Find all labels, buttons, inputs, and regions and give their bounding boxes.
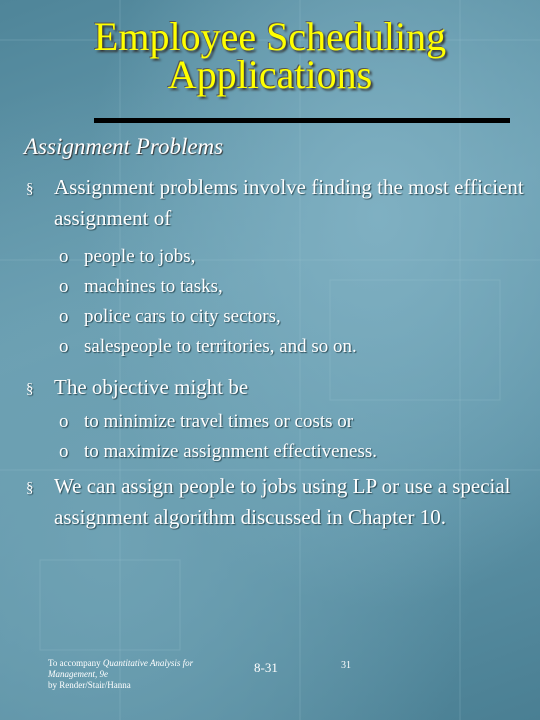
- bullet-text: Assignment problems involve finding the most efficient assignment of: [54, 175, 524, 230]
- sub-bullet: [24, 332, 524, 362]
- slide-title-line-1: Employee Scheduling: [93, 14, 447, 59]
- sub-bullet-marker-icon: o: [59, 441, 69, 462]
- sub-bullet-text: salespeople to territories, and so on.: [84, 336, 357, 357]
- title-divider: [94, 118, 510, 123]
- bullet-marker-icon: §: [26, 181, 34, 197]
- slide-content: [24, 172, 524, 533]
- sub-bullet: [24, 242, 524, 272]
- sub-bullet-text: to maximize assignment effectiveness.: [84, 441, 378, 462]
- footer-book-title: Quantitative Analysis for Management, 9e: [48, 658, 194, 679]
- footer-authors: by Render/Stair/Hanna: [48, 680, 131, 690]
- slide-title: [0, 14, 540, 97]
- footer-accompany: To accompany: [48, 658, 103, 668]
- bullet-marker-icon: §: [26, 381, 34, 397]
- sub-bullet-text: people to jobs,: [84, 246, 196, 267]
- sub-bullet: [24, 437, 524, 467]
- bullet-objective: [24, 372, 524, 403]
- sub-bullet: [24, 272, 524, 302]
- sub-bullet-text: machines to tasks,: [84, 276, 223, 297]
- sub-bullet-marker-icon: o: [59, 336, 69, 357]
- section-subtitle: Assignment Problems: [24, 134, 224, 159]
- slide-title-line-2: Applications: [167, 52, 373, 97]
- sub-bullet-text: to minimize travel times or costs or: [84, 411, 354, 432]
- sub-bullet-marker-icon: o: [59, 246, 69, 267]
- bullet-assignment-problems: [24, 172, 524, 234]
- sub-bullet-marker-icon: o: [59, 306, 69, 327]
- footer-page-label: 8-31: [254, 660, 278, 675]
- footer-citation: [48, 658, 218, 691]
- bullet-text: The objective might be: [54, 375, 249, 399]
- sub-bullet: [24, 302, 524, 332]
- bullet-marker-icon: §: [26, 480, 34, 496]
- sub-bullet: [24, 407, 524, 437]
- sub-bullet-marker-icon: o: [59, 276, 69, 297]
- sub-bullet-marker-icon: o: [59, 411, 69, 432]
- bullet-assign-with-lp: [24, 471, 524, 533]
- footer-slide-number: 31: [341, 660, 351, 671]
- sub-bullet-text: police cars to city sectors,: [84, 306, 281, 327]
- bullet-text: We can assign people to jobs using LP or use a special assignment algorithm discussed in Chapter 10.: [54, 474, 511, 529]
